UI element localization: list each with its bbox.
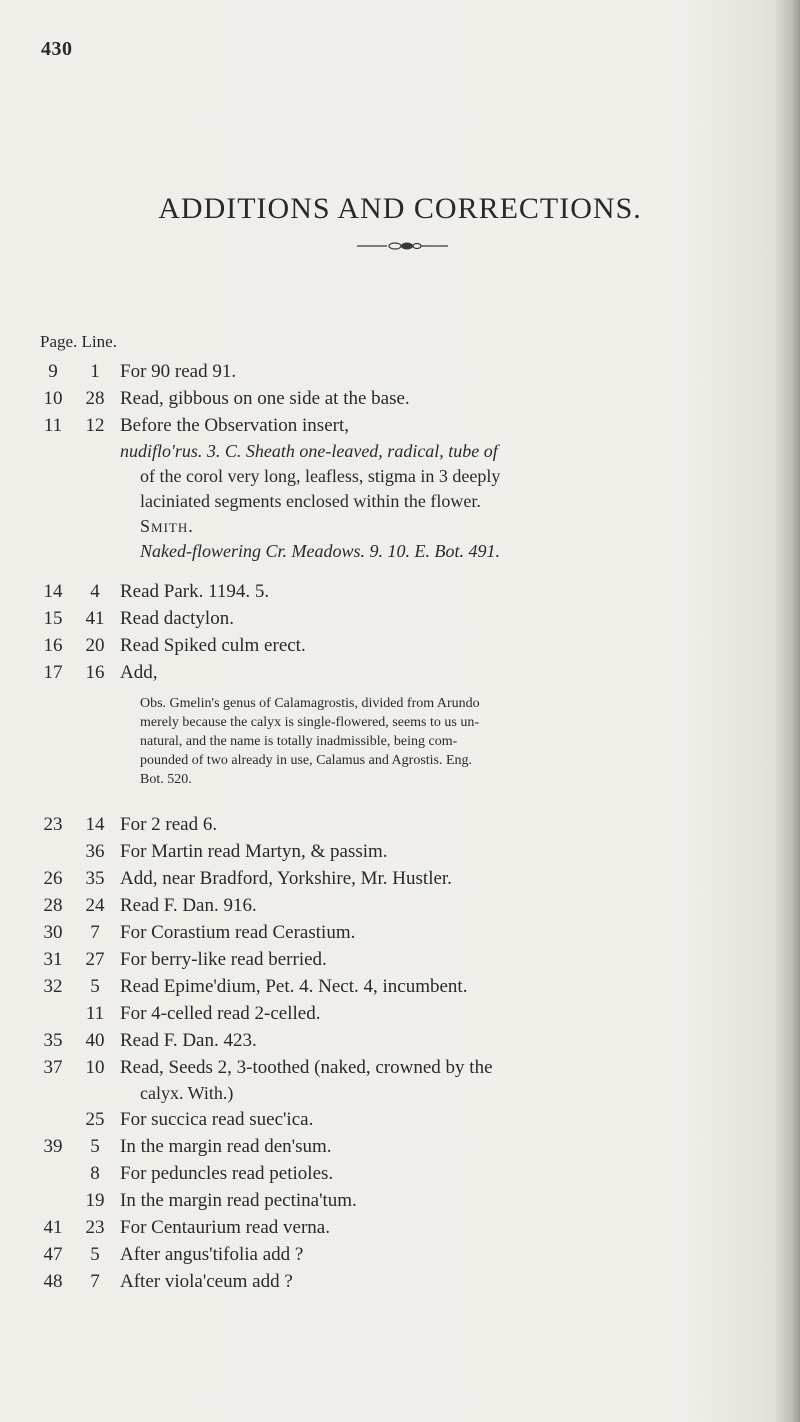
entry-page: 11 [43,415,63,436]
entry-page: 30 [43,922,63,943]
entry-page: 32 [43,976,63,997]
list-item [0,865,800,892]
insert-line: of the corol very long, leafless, stigma in 3 deeply [140,466,501,486]
insert-line: nudiflo'rus. 3. C. Sheath one-leaved, radical, tube of [120,441,498,461]
entry-text: After angus'tifolia add ? [120,1244,304,1265]
entry-text: Before the Observation insert, [120,415,349,436]
list-item [0,659,800,686]
entry-line: 5 [90,1136,100,1157]
entry-line: 5 [90,1244,100,1265]
entry-line: 23 [85,1217,105,1238]
list-item [0,1133,800,1160]
entry-text: Read, Seeds 2, 3-toothed (naked, crowned by the [120,1057,493,1078]
entry-page: 23 [43,814,63,835]
list-item [0,1160,800,1187]
entry-text: For 4-celled read 2-celled. [120,1003,321,1024]
entry-text: Read Spiked culm erect. [120,635,306,656]
entry-line: 5 [90,976,100,997]
entry-text: In the margin read pectina'tum. [120,1190,357,1211]
entry-line: 40 [85,1030,105,1051]
entry-line: 20 [85,635,105,656]
entry-line: 19 [85,1190,105,1211]
entry-page: 48 [43,1271,63,1292]
entry-line: 10 [85,1057,105,1078]
entry-page: 9 [48,361,58,382]
list-item [0,412,800,439]
page-number: 430 [41,38,73,60]
list-item [0,919,800,946]
entry-text: Add, [120,662,158,683]
entry-line: 16 [85,662,105,683]
list-item [0,632,800,659]
entry-line: 27 [85,949,105,970]
entry-text: For Corastium read Cerastium. [120,922,356,943]
entry-line: 8 [90,1163,100,1184]
list-item [0,1187,800,1214]
column-headers [40,332,117,352]
list-item [0,358,800,385]
entry-text: After viola'ceum add ? [120,1271,293,1292]
obs-note-line: Bot. 520. [140,772,192,787]
entry-text: For 90 read 91. [120,361,237,382]
entry-text: Read Park. 1194. 5. [120,581,270,602]
column-header-page: Page. [40,332,78,351]
obs-note-line: pounded of two already in use, Calamus and Agrostis. Eng. [140,753,473,768]
list-item [0,1106,800,1133]
entry-text: Read dactylon. [120,608,234,629]
list-item [0,1268,800,1295]
list-item [0,1241,800,1268]
entry-page: 10 [43,388,63,409]
entry-text: For peduncles read petioles. [120,1163,334,1184]
entry-line: 25 [85,1109,105,1130]
entry-line: 35 [85,868,105,889]
entry-line: 11 [85,1003,105,1024]
entry-page: 15 [43,608,63,629]
entry-page: 28 [43,895,63,916]
entry-text: For Centaurium read verna. [120,1217,330,1238]
entry-text: Read F. Dan. 423. [120,1030,257,1051]
entry-page: 16 [43,635,63,656]
insert-line: laciniated segments enclosed within the flower. [140,491,481,511]
entry-line: 28 [85,388,105,409]
entry-page: 47 [43,1244,63,1265]
calyx-line: calyx. With.) [140,1083,234,1103]
list-item [0,1027,800,1054]
obs-note-line: Obs. Gmelin's genus of Calamagrostis, divided from Arundo [140,696,480,711]
list-item [0,1054,800,1081]
entry-line: 4 [90,581,100,602]
entry-text: For 2 read 6. [120,814,218,835]
obs-note-line: natural, and the name is totally inadmissible, being com- [140,734,458,749]
entry-page: 26 [43,868,63,889]
entry-page: 37 [43,1057,63,1078]
entry-line: 1 [90,361,100,382]
entry-line: 7 [90,922,100,943]
list-item [0,838,800,865]
entry-text: Read Epime'dium, Pet. 4. Nect. 4, incumbent. [120,976,468,997]
list-item [0,578,800,605]
entry-page: 17 [43,662,63,683]
list-item [0,973,800,1000]
entry-line: 24 [85,895,105,916]
entry-text: Read F. Dan. 916. [120,895,257,916]
entry-page: 14 [43,581,63,602]
entry-text: Add, near Bradford, Yorkshire, Mr. Hustler. [120,868,452,889]
entry-line: 12 [85,415,105,436]
entry-page: 35 [43,1030,63,1051]
list-item [0,605,800,632]
entry-text: For berry-like read berried. [120,949,327,970]
insert-line: Naked-flowering Cr. Meadows. 9. 10. E. Bot. 491. [140,541,500,561]
entry-text: For succica read suec'ica. [120,1109,314,1130]
ornament-divider [355,240,450,252]
list-item [0,946,800,973]
list-item [0,1214,800,1241]
entry-page: 41 [43,1217,63,1238]
list-item [0,892,800,919]
entry-text: For Martin read Martyn, & passim. [120,841,388,862]
obs-note-line: merely because the calyx is single-flowered, seems to us un- [140,715,480,730]
entry-line: 36 [85,841,105,862]
entry-page: 39 [43,1136,63,1157]
list-item [0,1000,800,1027]
entry-page: 31 [43,949,63,970]
corrections-list [0,358,800,1295]
entry-line: 14 [85,814,105,835]
entry-line: 41 [85,608,105,629]
list-item [0,385,800,412]
list-item [0,811,800,838]
entry-text: Read, gibbous on one side at the base. [120,388,410,409]
page-heading: ADDITIONS AND CORRECTIONS. [158,192,642,225]
insert-line: Smith. [140,516,194,536]
entry-text: In the margin read den'sum. [120,1136,332,1157]
column-header-line: Line. [81,332,117,351]
entry-line: 7 [90,1271,100,1292]
